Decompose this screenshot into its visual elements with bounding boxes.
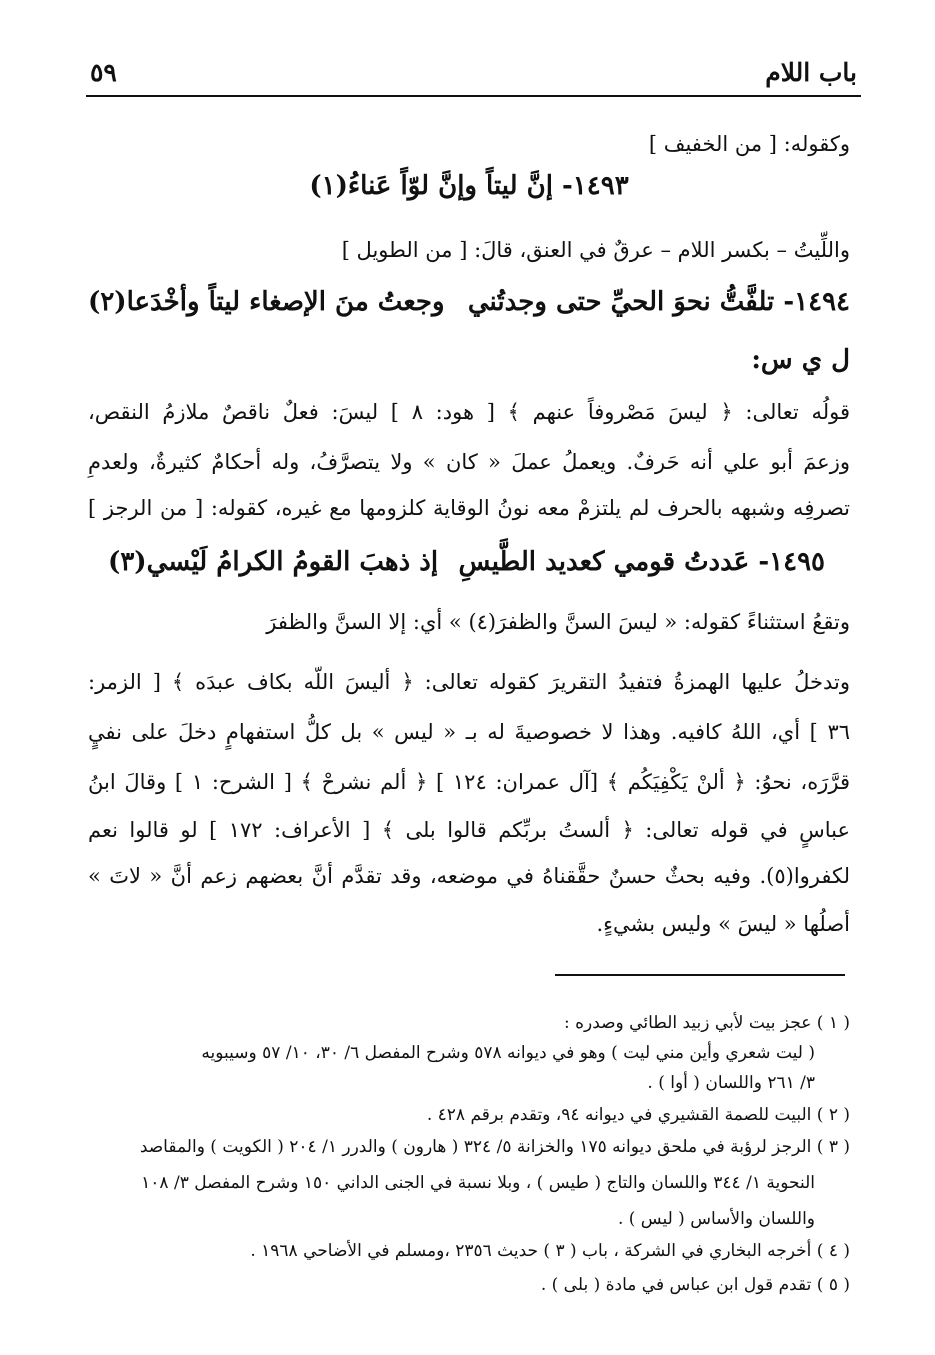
footnote-1-cont: ٣/ ٢٦١ واللسان ( أوا ) . — [647, 1073, 815, 1093]
body-line: قرَّرَه، نحوُ: ﴿ ألنْ يَكْفِيَكُم ﴾ [آل عمران: ١٢٤ ] ﴿ ألم نشرحْ ﴾ [ الشرح: ١ ] وقالَ ابنُ — [88, 770, 850, 794]
footnote-5: ( ٥ ) تقدم قول ابن عباس في مادة ( بلى ) . — [540, 1275, 850, 1295]
verse-1493: ١٤٩٣- إنَّ ليتاً وإنَّ لوّاً عَناءُ(١) — [309, 171, 629, 201]
verse-1495-first-hemistich: ١٤٩٥- عَددتُ قومي كعديد الطَّيسِ — [458, 547, 825, 577]
footnote-2: ( ٢ ) البيت للصمة القشيري في ديوانه ٩٤، وتقدم برقم ٤٢٨ . — [426, 1105, 850, 1125]
section-heading-lys: ل ي س: — [751, 345, 850, 375]
chapter-title: باب اللام — [765, 58, 857, 87]
footnote-4: ( ٤ ) أخرجه البخاري في الشركة ، باب ( ٣ ) حديث ٢٣٥٦ ،ومسلم في الأضاحي ١٩٦٨ . — [250, 1241, 850, 1261]
footnote-3-cont: واللسان والأساس ( ليس ) . — [617, 1209, 815, 1229]
verse-1494-second-hemistich: وجعتُ منَ الإصغاء ليتاً وأخْدَعا(٢) — [88, 287, 445, 317]
page-number: ٥٩ — [90, 58, 117, 87]
footnote-3-cont: النحوية ١/ ٣٤٤ واللسان والتاج ( طيس ) ، وبلا نسبة في الجنى الداني ١٥٠ وشرح المفصل ٣/ ١٠٨ — [141, 1173, 815, 1193]
body-line: وتدخلُ عليها الهمزةُ فتفيدُ التقريرَ كقوله تعالى: ﴿ أليسَ اللّه بكاف عبدَه ﴾ [ الزمر: — [88, 670, 850, 694]
body-line: تصرفِه وشبهه بالحرف لم يلتزمْ معه نونُ الوقاية كلزومها مع غيره، كقوله: [ من الرجز ] — [88, 496, 850, 520]
verse-1494-first-hemistich: ١٤٩٤- تلفَّتُّ نحوَ الحيِّ حتى وجدتُني — [467, 287, 850, 317]
body-line: وكقوله: [ من الخفيف ] — [648, 132, 850, 156]
body-line: ٣٦ ] أي، اللهُ كافيه. وهذا لا خصوصيةَ له بـ « ليس » بل كلُّ استفهامٍ دخلَ على نفيٍ — [88, 720, 850, 744]
footnote-3: ( ٣ ) الرجز لرؤبة في ملحق ديوانه ١٧٥ والخزانة ٥/ ٣٢٤ ( هارون ) والدرر ١/ ٢٠٤ ( الكويت ) والمقاصد — [139, 1137, 850, 1157]
footnote-1-cont: ( ليت شعري وأين مني ليت ) وهو في ديوانه ٥٧٨ وشرح المفصل ٦/ ٣٠، ١٠/ ٥٧ وسيبويه — [201, 1043, 815, 1063]
body-line: وزعمَ أبو علي أنه حَرفٌ. ويعملُ عملَ « كان » ولا يتصرَّفُ، وله أحكامٌ كثيرةٌ، ولعدمِ — [88, 450, 850, 474]
body-line: أصلُها « ليسَ » وليس بشيءٍ. — [596, 912, 850, 936]
body-line: واللِّيتُ – بكسر اللام – عرقٌ في العنق، قالَ: [ من الطويل ] — [341, 238, 850, 262]
body-line: لكفروا(٥). وفيه بحثٌ حسنٌ حقَّقناهُ في موضعه، وقد تقدَّم أنَّ بعضهم زعم أنَّ « لاتَ » — [88, 864, 850, 888]
footnote-1: ( ١ ) عجز بيت لأبي زبيد الطائي وصدره : — [563, 1013, 850, 1033]
header-rule — [86, 95, 861, 97]
body-line: وتقعُ استثناءً كقوله: « ليسَ السنَّ والظفرَ(٤) » أي: إلا السنَّ والظفرَ — [266, 610, 850, 634]
body-line: قولُه تعالى: ﴿ ليسَ مَصْروفاً عنهم ﴾ [ هود: ٨ ] ليسَ: فعلٌ ناقصٌ ملازمُ النقص، — [88, 400, 851, 424]
body-line: عباسٍ في قوله تعالى: ﴿ ألستُ بربِّكم قالوا بلى ﴾ [ الأعراف: ١٧٢ ] لو قالوا نعم — [88, 818, 850, 842]
verse-1495-second-hemistich: إذ ذهبَ القومُ الكرامُ لَيْسي(٣) — [108, 547, 439, 577]
footnote-separator — [555, 974, 845, 976]
